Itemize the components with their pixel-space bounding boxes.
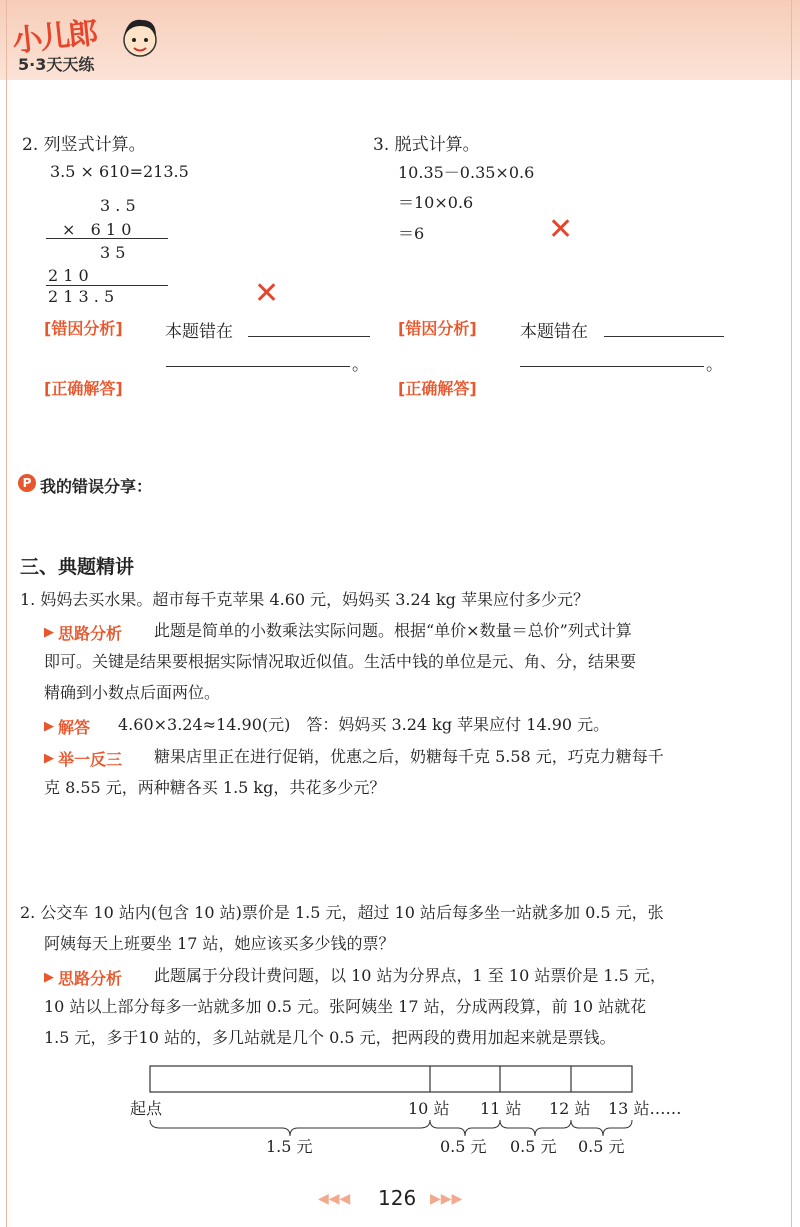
q2-answer-label: [正确解答] bbox=[44, 379, 123, 398]
q2-wrong-mark: ✕ bbox=[254, 276, 280, 311]
diagram-label-11: 11 站 bbox=[480, 1099, 522, 1118]
ex1-think-line-3: 精确到小数点后面两位。 bbox=[44, 683, 221, 702]
q2-row-1: 3 . 5 bbox=[100, 196, 136, 215]
diagram-label-13: 13 站…… bbox=[608, 1099, 682, 1118]
q2-analysis-label: [错因分析] bbox=[44, 319, 123, 338]
ex1-question: 1. 妈妈去买水果。超市每千克苹果 4.60 元，妈妈买 3.24 kg 苹果应付多少元？ bbox=[20, 590, 589, 609]
q3-line-3: ＝6 bbox=[398, 224, 425, 243]
logo-subtitle: 5·3天天练 bbox=[18, 55, 95, 74]
ex1-think-label: 思路分析 bbox=[58, 624, 123, 643]
ex1-answer-arrow-icon: ▶ bbox=[44, 719, 54, 734]
prev-arrows-icon: ◀◀◀ bbox=[318, 1191, 351, 1207]
share-label: 我的错误分享： bbox=[40, 477, 153, 496]
q2-analysis-text: 本题错在 bbox=[165, 322, 233, 342]
q3-line-2: ＝10×0.6 bbox=[398, 193, 474, 212]
q3-period: 。 bbox=[706, 355, 723, 375]
ex1-think-line-2: 即可。关键是结果要根据实际情况取近似值。生活中钱的单位是元、角、分，结果要 bbox=[44, 652, 637, 671]
ex2-think-line-3: 1.5 元，多于10 站的，多几站就是几个 0.5 元，把两段的费用加起来就是票钱。 bbox=[44, 1028, 616, 1047]
mascot-icon bbox=[118, 14, 162, 64]
diagram-bar bbox=[150, 1066, 632, 1092]
next-arrows-icon: ▶▶▶ bbox=[430, 1191, 463, 1207]
pen-icon: P bbox=[18, 474, 36, 492]
q3-blank-2[interactable] bbox=[520, 366, 704, 367]
ex2-question-line-1: 2. 公交车 10 站内(包含 10 站)票价是 1.5 元，超过 10 站后每多坐一站就多加 0.5 元，张 bbox=[20, 903, 664, 922]
ex1-extend-arrow-icon: ▶ bbox=[44, 751, 54, 766]
ex1-extend-label: 举一反三 bbox=[58, 750, 123, 769]
q2-row-5: 2 1 3 . 5 bbox=[48, 287, 115, 306]
q3-analysis-label: [错因分析] bbox=[398, 319, 477, 338]
q3-title: 3. 脱式计算。 bbox=[373, 135, 480, 155]
q2-period: 。 bbox=[352, 355, 369, 375]
logo: 小儿郎 bbox=[10, 15, 98, 60]
q3-blank-1[interactable] bbox=[604, 336, 724, 337]
diagram-label-12: 12 站 bbox=[549, 1099, 591, 1118]
diagram-cost-1: 1.5 元 bbox=[266, 1137, 313, 1156]
diagram-cost-2: 0.5 元 bbox=[440, 1137, 487, 1156]
ex1-think-arrow-icon: ▶ bbox=[44, 625, 54, 640]
ex2-question-line-2: 阿姨每天上班要坐 17 站，她应该买多少钱的票？ bbox=[44, 934, 395, 953]
ex1-answer-label: 解答 bbox=[58, 718, 91, 737]
q2-blank-1[interactable] bbox=[248, 336, 370, 337]
ex1-think-line-1: 此题是简单的小数乘法实际问题。根据“单价×数量＝总价”列式计算 bbox=[154, 621, 632, 640]
diagram-cost-4: 0.5 元 bbox=[578, 1137, 625, 1156]
q3-answer-label: [正确解答] bbox=[398, 379, 477, 398]
q2-blank-2[interactable] bbox=[166, 366, 350, 367]
q2-title: 2. 列竖式计算。 bbox=[22, 135, 146, 155]
q3-analysis-text: 本题错在 bbox=[520, 322, 588, 342]
ex2-think-line-1: 此题属于分段计费问题，以 10 站为分界点，1 至 10 站票价是 1.5 元， bbox=[154, 966, 666, 985]
q2-row-2: × 6 1 0 bbox=[62, 220, 132, 239]
q2-row-3: 3 5 bbox=[100, 243, 126, 262]
ex2-think-line-2: 10 站以上部分每多一站就多加 0.5 元。张阿姨坐 17 站，分成两段算，前 10 站就花 bbox=[44, 997, 647, 1016]
ex1-extend-line-2: 克 8.55 元，两种糖各买 1.5 kg，共花多少元？ bbox=[44, 778, 386, 797]
q2-equation: 3.5 × 610=213.5 bbox=[50, 162, 189, 181]
q2-line-2 bbox=[46, 285, 168, 286]
page-number: 126 bbox=[378, 1186, 417, 1210]
q3-wrong-mark: ✕ bbox=[548, 212, 574, 247]
q2-row-4: 2 1 0 bbox=[48, 266, 89, 285]
q2-line-1 bbox=[46, 238, 168, 239]
q3-line-1: 10.35－0.35×0.6 bbox=[398, 163, 535, 182]
ex2-think-label: 思路分析 bbox=[58, 969, 123, 988]
ex1-answer-text: 4.60×3.24≈14.90(元) 答：妈妈买 3.24 kg 苹果应付 14.90 元。 bbox=[118, 715, 610, 734]
diagram-label-10: 10 站 bbox=[408, 1099, 450, 1118]
diagram-label-start: 起点 bbox=[130, 1099, 163, 1118]
ex2-think-arrow-icon: ▶ bbox=[44, 970, 54, 985]
ex1-extend-line-1: 糖果店里正在进行促销，优惠之后，奶糖每千克 5.58 元，巧克力糖每千 bbox=[154, 747, 664, 766]
diagram-cost-3: 0.5 元 bbox=[510, 1137, 557, 1156]
section-title: 三、典题精讲 bbox=[20, 556, 135, 578]
